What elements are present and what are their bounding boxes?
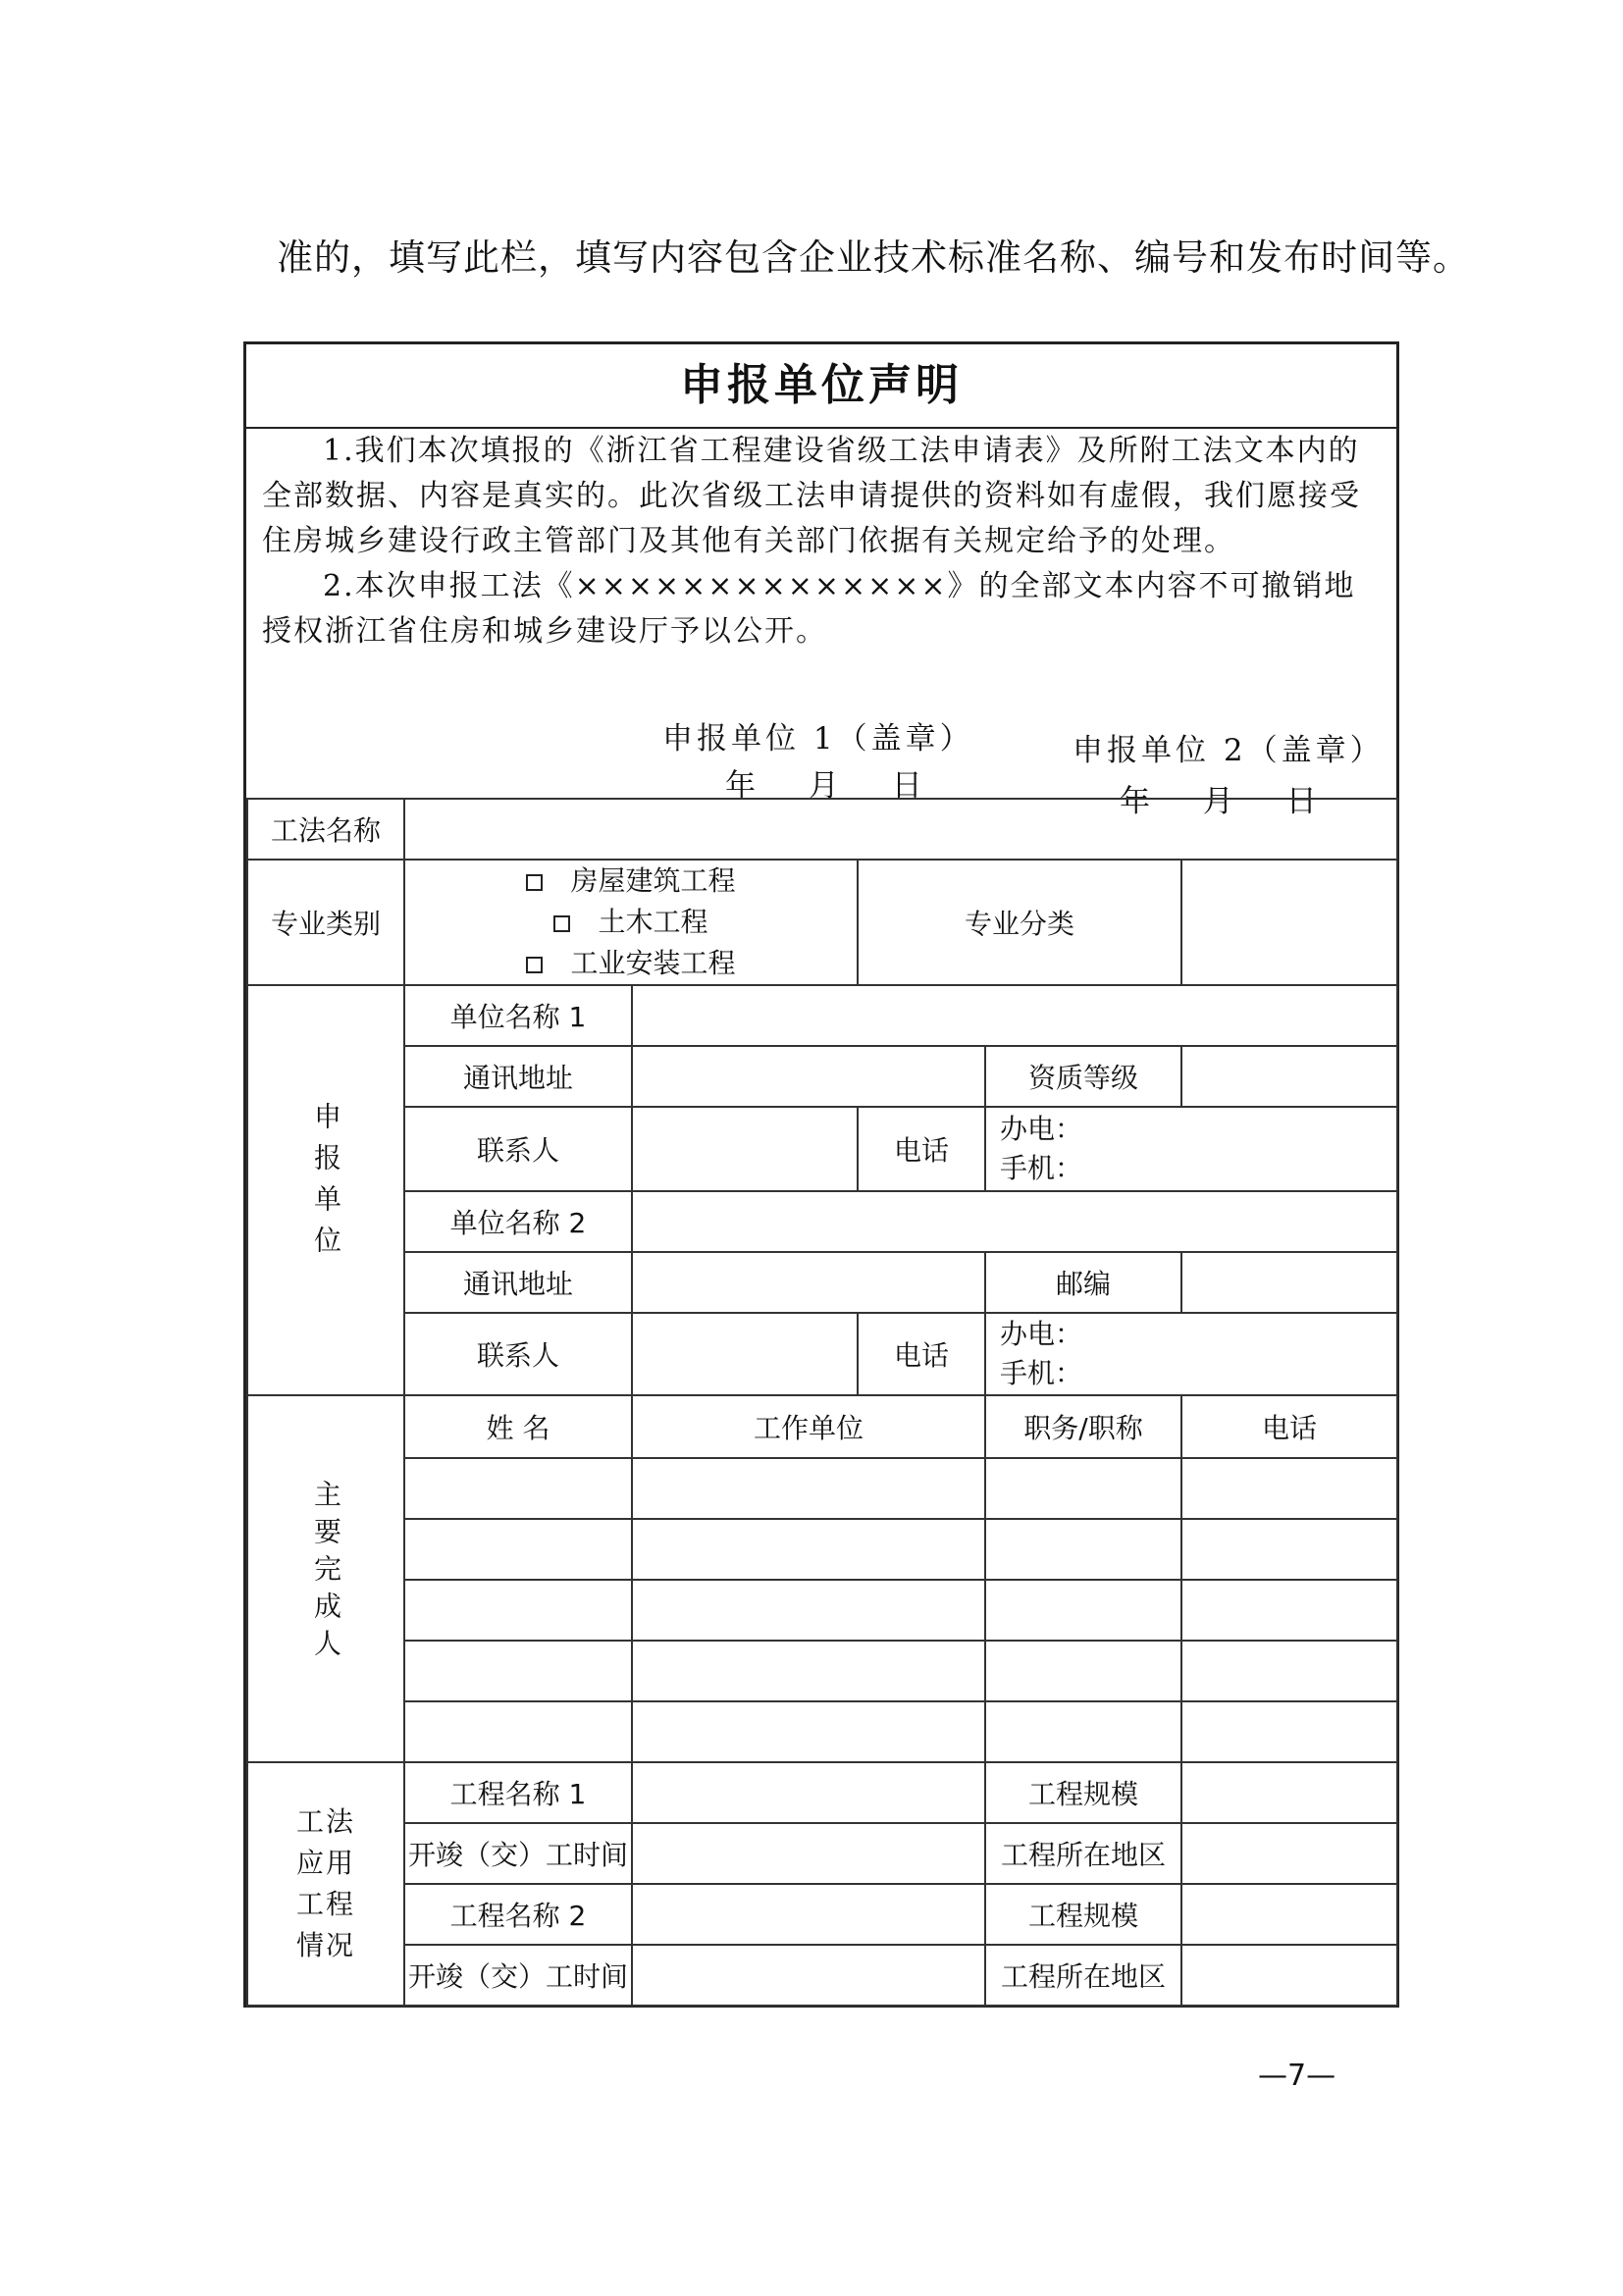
- option-industrial[interactable]: 工业安装工程: [405, 943, 857, 984]
- declaration-para-2: 2.本次申报工法《××××××××××××××》的全部文本内容不可撤销地授权浙江省住房和城乡建设厅予以公开。: [262, 569, 1356, 649]
- scale-1-field[interactable]: [1181, 1762, 1397, 1823]
- person-unit-cell[interactable]: [632, 1701, 985, 1762]
- method-name-label: 工法名称: [247, 799, 404, 860]
- day-label: 日: [891, 768, 926, 804]
- year-label: 年: [725, 768, 759, 804]
- contact-1-field[interactable]: [632, 1107, 858, 1191]
- person-position-cell[interactable]: [985, 1641, 1181, 1701]
- person-name-cell[interactable]: [404, 1580, 632, 1641]
- checkbox-icon[interactable]: [553, 915, 570, 932]
- qualification-field[interactable]: [1181, 1046, 1397, 1107]
- work-unit-header: 工作单位: [632, 1395, 985, 1458]
- person-phone-cell[interactable]: [1181, 1580, 1397, 1641]
- person-phone-cell[interactable]: [1181, 1701, 1397, 1762]
- declaration-title: 申报单位声明: [246, 344, 1396, 429]
- contact-2-field[interactable]: [632, 1313, 858, 1395]
- contact-2-label: 联系人: [404, 1313, 632, 1395]
- specialty-type-label: 专业类别: [247, 860, 404, 985]
- specialty-class-label: 专业分类: [858, 860, 1181, 985]
- phone-1-field[interactable]: [985, 1107, 1397, 1191]
- region-2-field[interactable]: [1181, 1945, 1397, 2006]
- address-1-field[interactable]: [632, 1046, 985, 1107]
- contact-1-label: 联系人: [404, 1107, 632, 1191]
- period-2-field[interactable]: [632, 1945, 985, 2006]
- project-name-1-label: 工程名称 1: [404, 1762, 632, 1823]
- scale-2-field[interactable]: [1181, 1884, 1397, 1945]
- period-2-label: 开竣（交）工时间: [404, 1945, 632, 2006]
- scale-2-label: 工程规模: [985, 1884, 1181, 1945]
- unit-name-1-label: 单位名称 1: [404, 985, 632, 1046]
- year-label: 年: [1120, 784, 1154, 819]
- application-form: [243, 341, 1399, 2008]
- phone-2-label: 电话: [858, 1313, 985, 1395]
- person-unit-cell[interactable]: [632, 1458, 985, 1519]
- person-unit-cell[interactable]: [632, 1641, 985, 1701]
- phone-header: 电话: [1181, 1395, 1397, 1458]
- qualification-label: 资质等级: [985, 1046, 1181, 1107]
- position-header: 职务/职称: [985, 1395, 1181, 1458]
- person-position-cell[interactable]: [985, 1580, 1181, 1641]
- person-name-cell[interactable]: [404, 1519, 632, 1580]
- postcode-label: 邮编: [985, 1252, 1181, 1313]
- period-1-label: 开竣（交）工时间: [404, 1823, 632, 1884]
- specialty-class-field[interactable]: [1181, 860, 1397, 985]
- phone-1-label: 电话: [858, 1107, 985, 1191]
- region-1-field[interactable]: [1181, 1823, 1397, 1884]
- address-2-label: 通讯地址: [404, 1252, 632, 1313]
- office-phone-label: 办电：: [1000, 1318, 1083, 1350]
- person-name-cell[interactable]: [404, 1641, 632, 1701]
- person-name-cell[interactable]: [404, 1458, 632, 1519]
- person-position-cell[interactable]: [985, 1519, 1181, 1580]
- person-unit-cell[interactable]: [632, 1580, 985, 1641]
- project-name-2-label: 工程名称 2: [404, 1884, 632, 1945]
- name-header: 姓 名: [404, 1395, 632, 1458]
- unit-name-1-field[interactable]: [632, 985, 1397, 1046]
- applicant-unit-label: 申报单位: [247, 985, 404, 1395]
- day-label: 日: [1285, 784, 1321, 819]
- person-phone-cell[interactable]: [1181, 1458, 1397, 1519]
- postcode-field[interactable]: [1181, 1252, 1397, 1313]
- page-number: —7—: [1258, 2059, 1336, 2093]
- declaration-text: [262, 429, 1381, 654]
- project-name-2-field[interactable]: [632, 1884, 985, 1945]
- phone-2-field[interactable]: [985, 1313, 1397, 1395]
- person-phone-cell[interactable]: [1181, 1641, 1397, 1701]
- address-1-label: 通讯地址: [404, 1046, 632, 1107]
- option-civil[interactable]: 土木工程: [405, 902, 857, 943]
- form-table: [246, 798, 1398, 2007]
- scale-1-label: 工程规模: [985, 1762, 1181, 1823]
- checkbox-icon[interactable]: [526, 957, 543, 973]
- person-position-cell[interactable]: [985, 1458, 1181, 1519]
- office-phone-label: 办电：: [1000, 1113, 1083, 1145]
- method-name-field[interactable]: [404, 799, 1397, 860]
- mobile-label: 手机：: [1000, 1152, 1083, 1184]
- address-2-field[interactable]: [632, 1252, 985, 1313]
- unit-name-2-field[interactable]: [632, 1191, 1397, 1252]
- unit1-seal-label: 申报单位 1（盖章）: [662, 721, 974, 757]
- option-building[interactable]: 房屋建筑工程: [405, 861, 857, 902]
- unit-name-2-label: 单位名称 2: [404, 1191, 632, 1252]
- main-persons-label: 主要完成人: [247, 1395, 404, 1762]
- person-position-cell[interactable]: [985, 1701, 1181, 1762]
- checkbox-icon[interactable]: [526, 874, 543, 891]
- person-name-cell[interactable]: [404, 1701, 632, 1762]
- person-phone-cell[interactable]: [1181, 1519, 1397, 1580]
- preceding-text-line: 准的，填写此栏，填写内容包含企业技术标准名称、编号和发布时间等。: [277, 236, 1470, 279]
- region-2-label: 工程所在地区: [985, 1945, 1181, 2006]
- application-label: 工法应用工程情况: [247, 1762, 404, 2006]
- month-label: 月: [808, 768, 843, 804]
- person-unit-cell[interactable]: [632, 1519, 985, 1580]
- mobile-label: 手机：: [1000, 1357, 1083, 1389]
- region-1-label: 工程所在地区: [985, 1823, 1181, 1884]
- unit2-seal-label: 申报单位 2（盖章）: [1073, 733, 1385, 768]
- declaration-para-1: 1.我们本次填报的《浙江省工程建设省级工法申请表》及所附工法文本内的全部数据、内容是真实的。此次省级工法申请提供的资料如有虚假，我们愿接受住房城乡建设行政主管部门及其他有关部门依据有关规定给予的处理。: [262, 434, 1361, 558]
- month-label: 月: [1202, 784, 1237, 819]
- period-1-field[interactable]: [632, 1823, 985, 1884]
- project-name-1-field[interactable]: [632, 1762, 985, 1823]
- specialty-options: [404, 860, 858, 985]
